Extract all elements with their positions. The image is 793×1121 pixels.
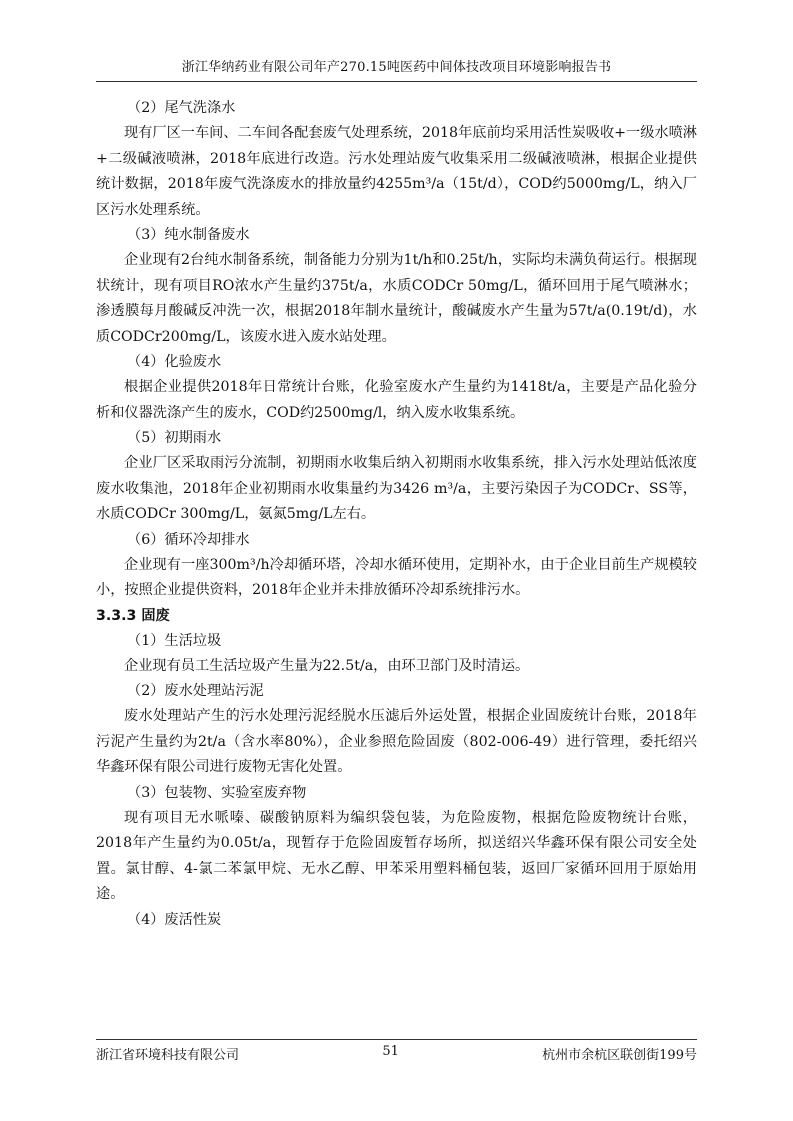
subheading: （3）纯水制备废水 [127,227,250,243]
paragraph: 企业现有2台纯水制备系统，制备能力分别为1t/h和0.25t/h，实际均未满负荷运行。根据现状统计，现有项目RO浓水产生量约375t/a，水质CODCr 50mg/L，循环回用于尾气喷淋水；渗透膜每月酸碱反冲洗一次，根据2018年制水量统计，酸碱废水产生量为57t/a(0.19t/d)，水质CODCr200mg/L，该废水进入废水站处理。 [96,252,697,345]
paragraph: 企业现有员工生活垃圾产生量为22.5t/a，由环卫部门及时清运。 [124,657,530,674]
section-heading: 3.3.3 固废 [96,607,170,624]
footer-company: 浙江省环境科技有限公司 [96,1048,240,1063]
paragraph: 根据企业提供2018年日常统计台账，化验室废水产生量约为1418t/a，主要是产品化验分析和仪器洗涤产生的废水，COD约2500mg/l，纳入废水收集系统。 [96,379,697,421]
subheading: （2）废水处理站污泥 [127,683,264,699]
paragraph: 废水处理站产生的污水处理污泥经脱水压滤后外运处置，根据企业固废统计台账，2018年污泥产生量约为2t/a（含水率80%），企业参照危险固废（802-006-49）进行管理，委托绍兴华鑫环保有限公司进行废物无害化处置。 [96,708,697,775]
page-number: 51 [382,1044,399,1059]
subheading: （4）废活性炭 [127,911,222,928]
footer-address: 杭州市余杭区联创街199号 [542,1048,697,1063]
subheading: （1）生活垃圾 [127,632,222,649]
page-footer [96,1039,697,1063]
page-header [96,56,697,82]
paragraph: 现有厂区一车间、二车间各配套废气处理系统，2018年底前均采用活性炭吸收+一级水喷淋+二级碱液喷淋，2018年底进行改造。污水处理站废气收集采用二级碱液喷淋，根据企业提供统计数据，2018年废气洗涤废水的排放量约4255m³/a（15t/d），COD约5000mg/L，纳入厂区污水处理系统。 [96,125,697,218]
subheading: （6）循环冷却排水 [127,531,250,548]
subheading: （4）化验废水 [127,354,222,370]
subheading: （5）初期雨水 [127,430,222,446]
paragraph: 企业现有一座300m³/h冷却循环塔，冷却水循环使用，定期补水，由于企业目前生产规模较小，按照企业提供资料，2018年企业并未排放循环冷却系统排污水。 [96,556,697,598]
subheading: （2）尾气洗涤水 [127,100,236,116]
paragraph: 现有项目无水哌嗪、碳酸钠原料为编织袋包装，为危险废物，根据危险废物统计台账，2018年产生量约为0.05t/a，现暂存于危险固废暂存场所，拟送绍兴华鑫环保有限公司安全处置。氯甘醇、4-氯二苯氯甲烷、无水乙醇、甲苯采用塑料桶包装，返回厂家循环回用于原始用途。 [96,809,697,902]
paragraph: 企业厂区采取雨污分流制，初期雨水收集后纳入初期雨水收集系统，排入污水处理站低浓度废水收集池，2018年企业初期雨水收集量约为3426 m³/a，主要污染因子为CODCr、SS等，水质CODCr 300mg/L，氨氮5mg/L左右。 [96,455,697,522]
header-title: 浙江华纳药业有限公司年产270.15吨医药中间体技改项目环境影响报告书 [181,60,612,75]
document-body [96,96,697,933]
subheading: （3）包装物、实验室废弃物 [127,784,307,801]
